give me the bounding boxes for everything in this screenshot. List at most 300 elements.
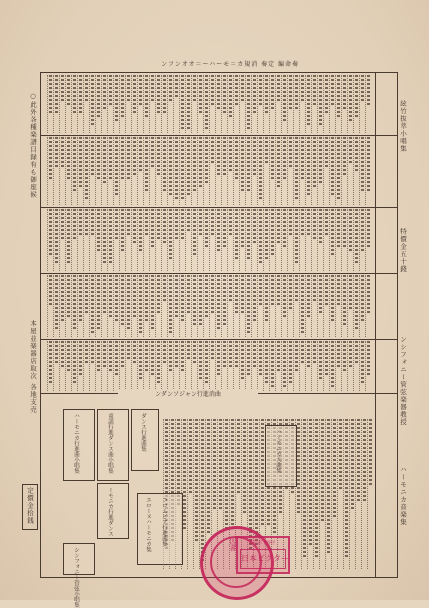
glyph-mark (201, 507, 204, 509)
glyph-mark (205, 115, 208, 117)
glyph-mark (169, 283, 172, 285)
glyph-mark (181, 311, 184, 313)
glyph-mark (325, 91, 328, 93)
glyph-mark (165, 459, 168, 461)
glyph-mark (195, 503, 198, 505)
glyph-mark (211, 213, 214, 215)
glyph-mark (283, 107, 286, 109)
glyph-mark (235, 295, 238, 297)
glyph-mark (127, 315, 130, 317)
glyph-mark (61, 361, 64, 363)
glyph-mark (157, 381, 160, 383)
glyph-mark (201, 511, 204, 513)
glyph-mark (357, 495, 360, 497)
glyph-mark (367, 217, 370, 219)
glyph-mark (331, 161, 334, 163)
glyph-mark (367, 83, 370, 85)
glyph-mark (103, 137, 106, 139)
glyph-mark (139, 291, 142, 293)
glyph-mark (205, 161, 208, 163)
glyph-mark (367, 291, 370, 293)
glyph-mark (211, 145, 214, 147)
glyph-mark (337, 185, 340, 187)
glyph-mark (243, 419, 246, 421)
glyph-mark (361, 221, 364, 223)
glyph-mark (265, 241, 268, 243)
glyph-mark (163, 181, 166, 183)
glyph-mark (307, 225, 310, 227)
glyph-mark (231, 439, 234, 441)
glyph-mark (225, 519, 228, 521)
glyph-mark (205, 349, 208, 351)
glyph-mark (349, 115, 352, 117)
glyph-mark (243, 507, 246, 509)
glyph-mark (325, 103, 328, 105)
glyph-mark (151, 209, 154, 211)
glyph-mark (303, 463, 306, 465)
glyph-mark (357, 487, 360, 489)
glyph-mark (355, 145, 358, 147)
glyph-mark (193, 165, 196, 167)
glyph-mark (327, 467, 330, 469)
glyph-mark (133, 291, 136, 293)
glyph-mark (313, 295, 316, 297)
glyph-mark (115, 291, 118, 293)
glyph-mark (193, 75, 196, 77)
glyph-mark (205, 315, 208, 317)
glyph-mark (103, 237, 106, 239)
glyph-mark (229, 137, 232, 139)
glyph-mark (205, 91, 208, 93)
glyph-mark (243, 487, 246, 489)
glyph-mark (171, 487, 174, 489)
glyph-mark (303, 531, 306, 533)
glyph-mark (61, 75, 64, 77)
glyph-mark (171, 483, 174, 485)
glyph-mark (321, 423, 324, 425)
glyph-mark (295, 137, 298, 139)
glyph-mark (195, 455, 198, 457)
glyph-mark (169, 99, 172, 101)
glyph-mark (295, 353, 298, 355)
glyph-mark (193, 79, 196, 81)
glyph-mark (49, 87, 52, 89)
glyph-mark (187, 287, 190, 289)
glyph-mark (97, 145, 100, 147)
glyph-mark (295, 149, 298, 151)
glyph-mark (169, 327, 172, 329)
glyph-mark (327, 495, 330, 497)
glyph-mark (223, 307, 226, 309)
glyph-mark (55, 111, 58, 113)
glyph-mark (211, 221, 214, 223)
glyph-mark (97, 279, 100, 281)
glyph-mark (195, 459, 198, 461)
glyph-mark (225, 463, 228, 465)
glyph-mark (115, 145, 118, 147)
glyph-mark (361, 381, 364, 383)
glyph-mark (313, 229, 316, 231)
glyph-mark (313, 169, 316, 171)
glyph-mark (193, 323, 196, 325)
glyph-mark (259, 303, 262, 305)
glyph-mark (241, 99, 244, 101)
glyph-mark (139, 169, 142, 171)
glyph-mark (247, 185, 250, 187)
glyph-mark (337, 341, 340, 343)
glyph-mark (115, 345, 118, 347)
glyph-mark (103, 209, 106, 211)
glyph-mark (313, 181, 316, 183)
glyph-mark (211, 357, 214, 359)
glyph-mark (187, 165, 190, 167)
glyph-mark (259, 233, 262, 235)
glyph-mark (283, 173, 286, 175)
glyph-mark (253, 345, 256, 347)
glyph-mark (229, 161, 232, 163)
glyph-mark (175, 229, 178, 231)
glyph-mark (213, 507, 216, 509)
glyph-mark (193, 87, 196, 89)
glyph-mark (241, 341, 244, 343)
glyph-mark (247, 225, 250, 227)
glyph-mark (79, 357, 82, 359)
glyph-mark (361, 157, 364, 159)
glyph-mark (91, 357, 94, 359)
glyph-mark (139, 377, 142, 379)
glyph-mark (145, 283, 148, 285)
glyph-mark (253, 307, 256, 309)
glyph-mark (121, 83, 124, 85)
glyph-mark (337, 95, 340, 97)
glyph-mark (115, 221, 118, 223)
glyph-mark (307, 295, 310, 297)
glyph-mark (237, 427, 240, 429)
glyph-mark (115, 99, 118, 101)
glyph-mark (195, 479, 198, 481)
glyph-mark (145, 99, 148, 101)
glyph-mark (181, 287, 184, 289)
glyph-mark (283, 169, 286, 171)
glyph-mark (253, 275, 256, 277)
glyph-mark (253, 83, 256, 85)
glyph-mark (195, 511, 198, 513)
glyph-mark (169, 173, 172, 175)
glyph-mark (151, 165, 154, 167)
glyph-mark (255, 479, 258, 481)
glyph-mark (249, 463, 252, 465)
glyph-mark (151, 373, 154, 375)
glyph-mark (283, 137, 286, 139)
glyph-mark (157, 361, 160, 363)
glyph-mark (321, 495, 324, 497)
glyph-mark (273, 519, 276, 521)
glyph-mark (235, 91, 238, 93)
glyph-mark (85, 75, 88, 77)
glyph-mark (337, 181, 340, 183)
glyph-mark (337, 361, 340, 363)
glyph-mark (139, 137, 142, 139)
glyph-mark (127, 149, 130, 151)
glyph-mark (369, 443, 372, 445)
glyph-mark (303, 423, 306, 425)
glyph-mark (259, 79, 262, 81)
right-margin-label-4: ハーモニカ音楽集 (399, 466, 407, 526)
glyph-mark (109, 173, 112, 175)
glyph-mark (331, 341, 334, 343)
glyph-mark (235, 161, 238, 163)
glyph-mark (231, 451, 234, 453)
glyph-mark (337, 91, 340, 93)
glyph-mark (223, 157, 226, 159)
glyph-mark (349, 357, 352, 359)
glyph-mark (79, 137, 82, 139)
glyph-mark (271, 299, 274, 301)
glyph-mark (217, 145, 220, 147)
glyph-mark (225, 455, 228, 457)
glyph-mark (235, 145, 238, 147)
glyph-mark (217, 319, 220, 321)
glyph-mark (277, 353, 280, 355)
glyph-mark (163, 103, 166, 105)
glyph-mark (333, 423, 336, 425)
glyph-mark (133, 275, 136, 277)
glyph-mark (345, 455, 348, 457)
glyph-mark (363, 475, 366, 477)
glyph-mark (241, 221, 244, 223)
glyph-mark (187, 149, 190, 151)
glyph-mark (79, 291, 82, 293)
glyph-mark (231, 511, 234, 513)
glyph-mark (325, 213, 328, 215)
glyph-mark (307, 299, 310, 301)
glyph-mark (133, 107, 136, 109)
glyph-mark (79, 103, 82, 105)
glyph-mark (121, 79, 124, 81)
glyph-mark (267, 511, 270, 513)
glyph-mark (187, 169, 190, 171)
glyph-mark (199, 357, 202, 359)
glyph-mark (79, 373, 82, 375)
glyph-mark (241, 217, 244, 219)
glyph-mark (259, 229, 262, 231)
glyph-mark (157, 377, 160, 379)
glyph-mark (91, 225, 94, 227)
glyph-mark (157, 357, 160, 359)
glyph-mark (97, 99, 100, 101)
glyph-mark (85, 137, 88, 139)
glyph-mark (325, 83, 328, 85)
glyph-mark (241, 299, 244, 301)
glyph-mark (109, 137, 112, 139)
glyph-mark (283, 307, 286, 309)
glyph-mark (313, 137, 316, 139)
glyph-mark (229, 103, 232, 105)
glyph-mark (265, 225, 268, 227)
glyph-mark (171, 423, 174, 425)
glyph-mark (367, 275, 370, 277)
glyph-mark (61, 213, 64, 215)
glyph-mark (55, 221, 58, 223)
glyph-mark (127, 341, 130, 343)
glyph-mark (103, 107, 106, 109)
glyph-mark (55, 249, 58, 251)
glyph-mark (315, 435, 318, 437)
glyph-mark (73, 295, 76, 297)
glyph-mark (213, 435, 216, 437)
glyph-mark (235, 237, 238, 239)
glyph-mark (49, 173, 52, 175)
glyph-mark (327, 535, 330, 537)
glyph-mark (247, 233, 250, 235)
glyph-mark (223, 245, 226, 247)
glyph-mark (315, 527, 318, 529)
glyph-mark (229, 169, 232, 171)
glyph-mark (103, 157, 106, 159)
glyph-mark (301, 275, 304, 277)
glyph-mark (349, 237, 352, 239)
glyph-mark (169, 299, 172, 301)
glyph-mark (339, 483, 342, 485)
glyph-mark (201, 475, 204, 477)
glyph-mark (265, 91, 268, 93)
glyph-mark (85, 291, 88, 293)
glyph-mark (355, 319, 358, 321)
glyph-mark (265, 361, 268, 363)
glyph-mark (97, 327, 100, 329)
glyph-mark (109, 253, 112, 255)
glyph-mark (247, 123, 250, 125)
glyph-mark (355, 213, 358, 215)
glyph-mark (249, 507, 252, 509)
glyph-mark (235, 275, 238, 277)
glyph-mark (363, 467, 366, 469)
glyph-mark (151, 153, 154, 155)
glyph-mark (133, 79, 136, 81)
glyph-mark (355, 307, 358, 309)
glyph-mark (187, 137, 190, 139)
glyph-mark (265, 161, 268, 163)
glyph-mark (265, 299, 268, 301)
glyph-mark (315, 467, 318, 469)
glyph-mark (97, 161, 100, 163)
glyph-mark (337, 345, 340, 347)
glyph-mark (61, 315, 64, 317)
glyph-mark (231, 463, 234, 465)
glyph-mark (307, 91, 310, 93)
glyph-mark (79, 87, 82, 89)
glyph-mark (223, 275, 226, 277)
glyph-mark (97, 141, 100, 143)
glyph-mark (163, 79, 166, 81)
glyph-mark (133, 153, 136, 155)
glyph-mark (139, 307, 142, 309)
glyph-mark (67, 361, 70, 363)
glyph-mark (181, 83, 184, 85)
glyph-mark (169, 349, 172, 351)
glyph-mark (187, 177, 190, 179)
glyph-mark (327, 511, 330, 513)
glyph-mark (361, 165, 364, 167)
glyph-mark (145, 365, 148, 367)
glyph-mark (283, 115, 286, 117)
glyph-mark (265, 319, 268, 321)
glyph-mark (325, 137, 328, 139)
glyph-mark (103, 287, 106, 289)
glyph-mark (91, 103, 94, 105)
glyph-mark (145, 173, 148, 175)
glyph-mark (213, 447, 216, 449)
glyph-mark (151, 275, 154, 277)
glyph-mark (133, 83, 136, 85)
glyph-mark (265, 145, 268, 147)
glyph-mark (181, 157, 184, 159)
glyph-mark (231, 523, 234, 525)
glyph-mark (315, 543, 318, 545)
glyph-mark (213, 467, 216, 469)
glyph-mark (181, 229, 184, 231)
glyph-mark (249, 503, 252, 505)
glyph-mark (169, 189, 172, 191)
glyph-mark (205, 153, 208, 155)
glyph-mark (333, 463, 336, 465)
glyph-mark (231, 499, 234, 501)
glyph-mark (225, 439, 228, 441)
glyph-mark (187, 173, 190, 175)
glyph-mark (295, 165, 298, 167)
glyph-mark (205, 229, 208, 231)
glyph-mark (145, 311, 148, 313)
glyph-mark (151, 161, 154, 163)
glyph-mark (367, 349, 370, 351)
glyph-mark (229, 287, 232, 289)
glyph-mark (367, 221, 370, 223)
glyph-mark (223, 83, 226, 85)
glyph-mark (355, 349, 358, 351)
glyph-mark (289, 365, 292, 367)
glyph-mark (139, 165, 142, 167)
glyph-mark (115, 87, 118, 89)
glyph-mark (175, 181, 178, 183)
glyph-mark (297, 511, 300, 513)
glyph-mark (157, 225, 160, 227)
glyph-mark (253, 99, 256, 101)
glyph-mark (169, 95, 172, 97)
glyph-mark (199, 365, 202, 367)
glyph-mark (283, 385, 286, 387)
glyph-mark (289, 291, 292, 293)
glyph-mark (85, 221, 88, 223)
glyph-mark (163, 341, 166, 343)
glyph-mark (201, 523, 204, 525)
glyph-mark (241, 349, 244, 351)
glyph-mark (301, 157, 304, 159)
glyph-mark (235, 99, 238, 101)
glyph-mark (55, 91, 58, 93)
glyph-mark (303, 467, 306, 469)
glyph-mark (355, 315, 358, 317)
glyph-mark (363, 431, 366, 433)
glyph-mark (349, 107, 352, 109)
glyph-mark (67, 209, 70, 211)
glyph-mark (139, 361, 142, 363)
glyph-mark (193, 153, 196, 155)
glyph-mark (247, 279, 250, 281)
glyph-mark (307, 213, 310, 215)
glyph-mark (309, 451, 312, 453)
glyph-mark (259, 137, 262, 139)
glyph-mark (283, 241, 286, 243)
